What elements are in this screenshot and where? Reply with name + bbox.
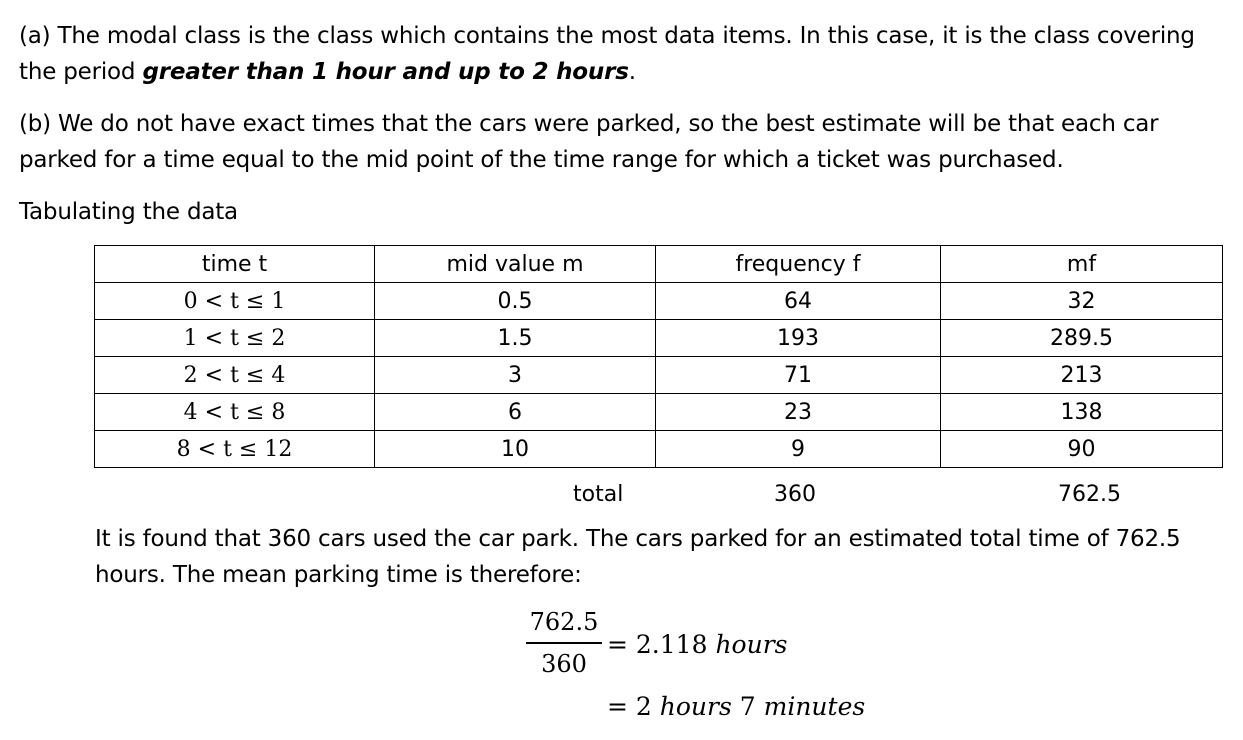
time-range-cell: 8 < t ≤ 12 — [95, 431, 375, 468]
table-row — [95, 357, 1223, 394]
mean-fraction — [528, 606, 600, 680]
equals-sign: = — [607, 630, 628, 659]
mean-result-line — [607, 630, 787, 659]
paragraph-a-end: . — [628, 59, 636, 85]
header-time: time t — [95, 246, 375, 283]
frequency-cell: 23 — [656, 394, 941, 431]
hours-unit: hours — [659, 692, 732, 721]
mf-cell: 138 — [941, 394, 1223, 431]
mf-cell: 32 — [941, 283, 1223, 320]
mean-value: 2.118 — [635, 630, 708, 659]
hours-unit: hours — [715, 630, 788, 659]
hours-value: 2 — [635, 692, 652, 721]
mf-cell: 213 — [941, 357, 1223, 394]
header-frequency: frequency f — [656, 246, 941, 283]
mean-converted-line — [607, 692, 865, 721]
paragraph-a-text: (a) The modal class is the class which contains the most data items. In this case, it is the class covering the period — [19, 23, 1195, 85]
fraction-denominator: 360 — [541, 650, 587, 678]
minutes-unit: minutes — [763, 692, 866, 721]
time-range-cell: 0 < t ≤ 1 — [95, 283, 375, 320]
mid-value-cell: 0.5 — [375, 283, 656, 320]
paragraph-b: (b) We do not have exact times that the cars were parked, so the best estimate will be that each car parked for a time equal to the mid point of the time range for which a ticket was purchased. — [19, 111, 1159, 173]
frequency-cell: 193 — [656, 320, 941, 357]
mid-value-cell: 6 — [375, 394, 656, 431]
header-mid-value: mid value m — [375, 246, 656, 283]
time-range-cell: 2 < t ≤ 4 — [95, 357, 375, 394]
frequency-table — [94, 245, 1223, 468]
mid-value-cell: 10 — [375, 431, 656, 468]
total-mf: 762.5 — [1058, 482, 1121, 507]
table-row — [95, 394, 1223, 431]
frequency-cell: 64 — [656, 283, 941, 320]
modal-class-emphasis: greater than 1 hour and up to 2 hours — [142, 59, 629, 85]
fraction-bar — [526, 642, 602, 644]
time-range-cell: 4 < t ≤ 8 — [95, 394, 375, 431]
time-range-cell: 1 < t ≤ 2 — [95, 320, 375, 357]
mid-value-cell: 1.5 — [375, 320, 656, 357]
table-intro: Tabulating the data — [19, 199, 238, 225]
total-label: total — [573, 482, 624, 507]
table-header-row — [95, 246, 1223, 283]
mf-cell: 90 — [941, 431, 1223, 468]
mid-value-cell: 3 — [375, 357, 656, 394]
equals-sign: = — [607, 692, 628, 721]
frequency-cell: 9 — [656, 431, 941, 468]
total-frequency: 360 — [774, 482, 816, 507]
header-mf: mf — [941, 246, 1223, 283]
paragraph-a — [19, 18, 1229, 90]
table-row — [95, 320, 1223, 357]
mf-cell: 289.5 — [941, 320, 1223, 357]
table-row — [95, 283, 1223, 320]
fraction-numerator: 762.5 — [529, 608, 599, 636]
minutes-value: 7 — [739, 692, 756, 721]
table-row — [95, 431, 1223, 468]
conclusion-paragraph: It is found that 360 cars used the car park. The cars parked for an estimated total time of 762.5 hours. The mean parking time is therefore: — [95, 526, 1181, 588]
frequency-cell: 71 — [656, 357, 941, 394]
